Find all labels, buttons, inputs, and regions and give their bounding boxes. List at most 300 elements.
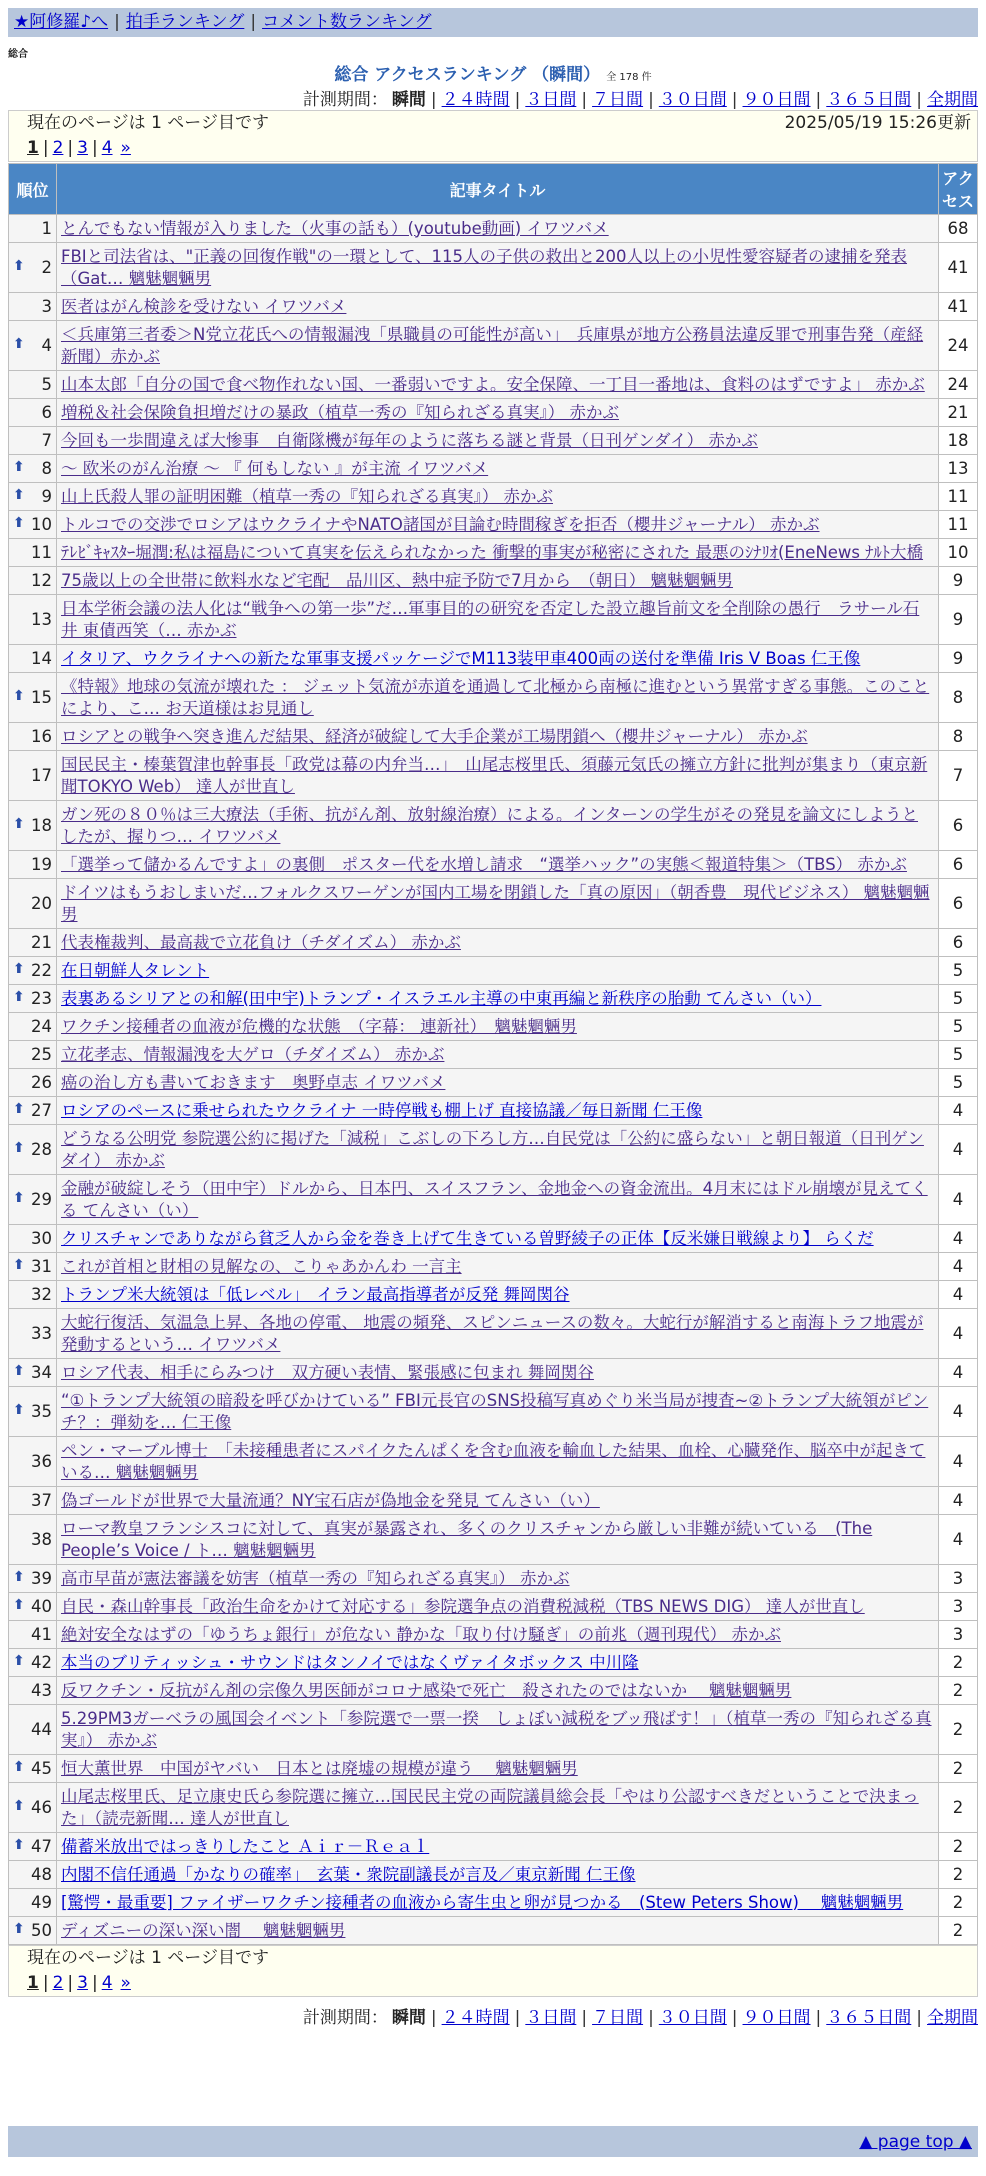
table-row <box>9 1783 978 1833</box>
rank-cell <box>9 567 57 595</box>
article-link[interactable]: FBIと司法省は、"正義の回復作戦"の一環として、115人の子供の救出と200人以上の小児性愛容疑者の逮捕を発表（Gat… 魑魅魍魎男 <box>61 246 908 288</box>
rank-up-arrow-icon: ⬆ <box>13 1140 25 1156</box>
rank-cell <box>9 321 57 371</box>
rank-cell <box>9 1677 57 1705</box>
rank-cell <box>9 673 57 723</box>
rank-cell <box>9 1253 57 1281</box>
rank-number: 30 <box>31 1229 52 1248</box>
rank-cell <box>9 427 57 455</box>
title-cell <box>57 1677 939 1705</box>
article-link[interactable]: 自民・森山幹事長「政治生命をかけて対応する」参院選争点の消費税減税（TBS NEWS DIG） 達人が世直し <box>61 1596 865 1616</box>
rank-number: 35 <box>31 1402 52 1421</box>
title-cell <box>57 801 939 851</box>
current-page-text: 現在のページは 1 ページ目です <box>27 113 269 133</box>
table-row <box>9 1359 978 1387</box>
article-link[interactable]: 山上氏殺人罪の証明困難（植草一秀の『知られざる真実』） 赤かぶ <box>61 486 553 506</box>
rank-number: 36 <box>31 1452 52 1471</box>
title-cell <box>57 1041 939 1069</box>
page-status-panel-top <box>8 110 978 162</box>
bottom-bar <box>8 2126 978 2157</box>
rank-number: 39 <box>31 1569 52 1588</box>
access-count: 5 <box>939 1013 978 1041</box>
title-cell <box>57 427 939 455</box>
rank-cell <box>9 1013 57 1041</box>
article-link[interactable]: ローマ教皇フランシスコに対して、真実が暴露され、多くのクリスチャンから厳しい非難が続いている (The People’s Voice / ト… 魑魅魍魎男 <box>61 1518 873 1560</box>
article-link[interactable]: 絶対安全なはずの「ゆうちょ銀行」が危ない 静かな「取り付け騒ぎ」の前兆（週刊現代） 赤かぶ <box>61 1624 781 1644</box>
article-link[interactable]: 75歳以上の全世帯に飲料水など宅配 品川区、熱中症予防で7月から （朝日） 魑魅魍魎男 <box>61 570 733 590</box>
rank-cell <box>9 1097 57 1125</box>
period-bottom-24h[interactable]: ２４時間 <box>441 2008 510 2028</box>
article-link[interactable]: 立花孝志、情報漏洩を大ゲロ（チダイズム） 赤かぶ <box>61 1044 445 1064</box>
top-nav-bar: ★阿修羅♪へ | 拍手ランキング | コメント数ランキング <box>8 8 978 37</box>
table-row <box>9 511 978 539</box>
access-count: 4 <box>939 1097 978 1125</box>
title-cell <box>57 1861 939 1889</box>
rank-number: 38 <box>31 1530 52 1549</box>
rank-number: 23 <box>31 989 52 1008</box>
rank-up-arrow-icon: ⬆ <box>13 1257 25 1273</box>
table-row <box>9 1565 978 1593</box>
rank-up-arrow-icon: ⬆ <box>13 515 25 531</box>
rank-up-arrow-icon: ⬆ <box>13 1190 25 1206</box>
title-cell <box>57 957 939 985</box>
article-link[interactable]: トランプ米大統領は「低レベル」 イラン最高指導者が反発 舞岡関谷 <box>61 1284 570 1304</box>
rank-number: 6 <box>41 403 52 422</box>
article-link[interactable]: ガン死の８０％は三大療法（手術、抗がん剤、放射線治療）による。インターンの学生がその発見を論文にしようとしたが、握りつ… イワツバメ <box>61 804 919 846</box>
table-row <box>9 1309 978 1359</box>
pager-bottom-page-3[interactable]: 3 <box>77 1973 88 1993</box>
table-row <box>9 321 978 371</box>
access-count: 6 <box>939 879 978 929</box>
rank-number: 50 <box>31 1921 52 1940</box>
article-link[interactable]: 大蛇行復活、気温急上昇、各地の停電、 地震の頻発、スピンニュースの数々。大蛇行が解消すると南海トラフ地震が発動するという… イワツバメ <box>61 1312 924 1354</box>
rank-number: 45 <box>31 1759 52 1778</box>
table-row <box>9 851 978 879</box>
access-count: 2 <box>939 1705 978 1755</box>
rank-number: 2 <box>41 258 52 277</box>
access-count: 6 <box>939 929 978 957</box>
period-365d[interactable]: ３６５日間 <box>826 90 912 110</box>
article-link[interactable]: 内閣不信任通過「かなりの確率」 玄葉・衆院副議長が言及／東京新聞 仁王像 <box>61 1864 636 1884</box>
table-row <box>9 1097 978 1125</box>
rank-up-arrow-icon: ⬆ <box>13 1101 25 1117</box>
article-link[interactable]: ﾃﾚﾋﾞｷｬｽﾀｰ堀潤:私は福島について真実を伝えられなかった 衝撃的事実が秘密にされた 最悪のｼﾅﾘｵ(EneNews ﾅﾙﾄ大橋 <box>61 542 924 562</box>
title-cell <box>57 751 939 801</box>
table-row <box>9 371 978 399</box>
rank-number: 43 <box>31 1681 52 1700</box>
table-row <box>9 427 978 455</box>
access-count: 18 <box>939 427 978 455</box>
rank-cell <box>9 1889 57 1917</box>
rank-number: 12 <box>31 571 52 590</box>
rank-number: 16 <box>31 727 52 746</box>
article-link[interactable]: ＜兵庫第三者委＞N党立花氏への情報漏洩「県職員の可能性が高い」 兵庫県が地方公務員法違反罪で刑事告発（産経新聞）赤かぶ <box>61 324 924 366</box>
period-bottom-30d[interactable]: ３０日間 <box>658 2008 727 2028</box>
pager-next[interactable]: » <box>120 138 131 158</box>
article-link[interactable]: どうなる公明党 参院選公約に掲げた「減税」こぶしの下ろし方…自民党は「公約に盛らない」と朝日報道（日刊ゲンダイ） 赤かぶ <box>61 1128 924 1170</box>
access-count: 6 <box>939 851 978 879</box>
access-count: 2 <box>939 1649 978 1677</box>
rank-up-arrow-icon: ⬆ <box>13 1837 25 1853</box>
access-count: 5 <box>939 1041 978 1069</box>
article-link[interactable]: 山本太郎「自分の国で食べ物作れない国、一番弱いですよ。安全保障、一丁目一番地は、食料のはずですよ」 赤かぶ <box>61 374 925 394</box>
rank-cell <box>9 1041 57 1069</box>
table-row <box>9 215 978 243</box>
access-count: 5 <box>939 985 978 1013</box>
pager-page-2[interactable]: 2 <box>52 138 64 158</box>
rank-cell <box>9 371 57 399</box>
title-cell <box>57 1917 939 1945</box>
article-link[interactable]: 山尾志桜里氏、足立康史氏ら参院選に擁立…国民民主党の両院議員総会長「やはり公認すべきだということで決まった」（読売新聞… 達人が世直し <box>61 1786 919 1828</box>
table-row <box>9 1833 978 1861</box>
title-cell <box>57 595 939 645</box>
article-link[interactable]: [驚愕・最重要] ファイザーワクチン接種者の血液から寄生虫と卵が見つかる (Stew Peters Show) 魑魅魍魎男 <box>61 1892 904 1912</box>
access-count: 41 <box>939 243 978 293</box>
access-count: 4 <box>939 1487 978 1515</box>
rank-cell <box>9 985 57 1013</box>
access-count: 2 <box>939 1755 978 1783</box>
rank-cell <box>9 1175 57 1225</box>
period-30d[interactable]: ３０日間 <box>658 90 727 110</box>
title-cell <box>57 1253 939 1281</box>
rank-up-arrow-icon: ⬆ <box>13 989 25 1005</box>
title-cell <box>57 1175 939 1225</box>
rank-number: 18 <box>31 816 52 835</box>
article-link[interactable]: 表裏あるシリアとの和解(田中宇)トランプ・イスラエル主導の中東再編と新秩序の胎動 てんさい（い） <box>61 988 822 1008</box>
rank-cell <box>9 483 57 511</box>
table-row <box>9 399 978 427</box>
article-link[interactable]: クリスチャンでありながら貧乏人から金を巻き上げて生きている曽野綾子の正体【反米嫌日戦線より】 らくだ <box>61 1228 874 1248</box>
rank-cell <box>9 1861 57 1889</box>
rank-number: 15 <box>31 688 52 707</box>
rank-number: 10 <box>31 515 52 534</box>
access-count: 13 <box>939 455 978 483</box>
table-row <box>9 879 978 929</box>
period-24h[interactable]: ２４時間 <box>441 90 510 110</box>
rank-cell <box>9 1225 57 1253</box>
title-cell <box>57 293 939 321</box>
article-link[interactable]: 代表権裁判、最高裁で立花負け（チダイズム） 赤かぶ <box>61 932 461 952</box>
period-selector-bottom: 計測期間： 瞬間 | ２４時間 | ３日間 | ７日間 | ３０日間 | ９０日間 | ３６５日間 | 全期間 <box>302 2008 978 2028</box>
period-bottom-365d[interactable]: ３６５日間 <box>826 2008 912 2028</box>
period-bottom-7d[interactable]: ７日間 <box>592 2008 644 2028</box>
rank-number: 25 <box>31 1045 52 1064</box>
table-row <box>9 539 978 567</box>
rank-number: 47 <box>31 1837 52 1856</box>
title-cell <box>57 1281 939 1309</box>
nav-link-clap-ranking[interactable]: 拍手ランキング <box>125 12 245 32</box>
period-bottom-90d[interactable]: ９０日間 <box>742 2008 811 2028</box>
rank-cell <box>9 1309 57 1359</box>
period-7d[interactable]: ７日間 <box>592 90 644 110</box>
access-count: 11 <box>939 483 978 511</box>
article-link[interactable]: 反ワクチン・反抗がん剤の宗像久男医師がコロナ感染で死亡 殺されたのではないか 魑魅魍魎男 <box>61 1680 792 1700</box>
period-3d[interactable]: ３日間 <box>525 90 577 110</box>
rank-number: 3 <box>41 297 52 316</box>
rank-number: 40 <box>31 1597 52 1616</box>
article-link[interactable]: 今回も一歩間違えば大惨事 自衛隊機が毎年のように落ちる謎と背景（日刊ゲンダイ） 赤かぶ <box>61 430 758 450</box>
title-cell <box>57 511 939 539</box>
access-count: 4 <box>939 1253 978 1281</box>
rank-number: 41 <box>31 1625 52 1644</box>
rank-number: 27 <box>31 1101 52 1120</box>
table-row <box>9 1861 978 1889</box>
access-count: 4 <box>939 1437 978 1487</box>
period-bottom-all[interactable]: 全期間 <box>927 2008 978 2028</box>
rank-cell <box>9 455 57 483</box>
article-link[interactable]: “①トランプ大統領の暗殺を呼びかけている” FBI元長官のSNS投稿写真めぐり米当局が捜査~②トランプ大統領がピンチ？：弾劾を… 仁王像 <box>61 1390 929 1432</box>
rank-cell <box>9 957 57 985</box>
table-row <box>9 1755 978 1783</box>
access-count: 4 <box>939 1309 978 1359</box>
ranking-table-body <box>9 215 978 1945</box>
nav-link-comment-ranking[interactable]: コメント数ランキング <box>262 12 432 32</box>
period-label-bottom: 計測期間： <box>302 2008 388 2028</box>
pager-bottom-next[interactable]: » <box>120 1973 131 1993</box>
article-link[interactable]: 在日朝鮮人タレント <box>61 960 210 980</box>
title-cell <box>57 673 939 723</box>
rank-cell <box>9 1069 57 1097</box>
rank-up-arrow-icon: ⬆ <box>13 961 25 977</box>
rank-cell <box>9 1437 57 1487</box>
article-link[interactable]: 国民民主・榛葉賀津也幹事長「政党は幕の内弁当…」 山尾志桜里氏、須藤元気氏の擁立方針に批判が集まり（東京新聞TOKYO Web） 達人が世直し <box>61 754 928 796</box>
article-link[interactable]: 癌の治し方も書いておきます 奥野卓志 イワツバメ <box>61 1072 446 1092</box>
rank-number: 24 <box>31 1017 52 1036</box>
title-cell <box>57 1755 939 1783</box>
title-cell <box>57 1013 939 1041</box>
pager-page-4[interactable]: 4 <box>101 138 113 158</box>
article-link[interactable]: 恒大薫世界 中国がヤバい 日本とは廃墟の規模が違う 魑魅魍魎男 <box>61 1758 578 1778</box>
rank-up-arrow-icon: ⬆ <box>13 1921 25 1937</box>
rank-up-arrow-icon: ⬆ <box>13 487 25 503</box>
title-cell <box>57 1487 939 1515</box>
rank-number: 42 <box>31 1653 52 1672</box>
rank-cell <box>9 1359 57 1387</box>
article-link[interactable]: ロシアとの戦争へ突き進んだ結果、経済が破綻して大手企業が工場閉鎖へ（櫻井ジャーナル） 赤かぶ <box>61 726 808 746</box>
rank-number: 37 <box>31 1491 52 1510</box>
rank-up-arrow-icon: ⬆ <box>13 688 25 704</box>
access-count: 3 <box>939 1565 978 1593</box>
article-link[interactable]: ロシア代表、相手にらみつけ 双方硬い表情、緊張感に包まれ 舞岡関谷 <box>61 1362 594 1382</box>
article-link[interactable]: 金融が破綻しそう（田中宇）ドルから、日本円、スイスフラン、金地金への資金流出。4月末にはドル崩壊が見えてくる てんさい（い） <box>61 1178 928 1220</box>
access-count: 11 <box>939 511 978 539</box>
rank-number: 1 <box>41 219 52 238</box>
rank-cell <box>9 801 57 851</box>
table-row <box>9 1281 978 1309</box>
table-row <box>9 595 978 645</box>
article-link[interactable]: イタリア、ウクライナへの新たな軍事支援パッケージでM113装甲車400両の送付を準備 Iris V Boas 仁王像 <box>61 648 861 668</box>
article-link[interactable]: ドイツはもうおしまいだ…フォルクスワーゲンが国内工場を閉鎖した「真の原因」（朝香豊 現代ビジネス） 魑魅魍魎男 <box>61 882 930 924</box>
rank-number: 8 <box>41 459 52 478</box>
rank-up-arrow-icon: ⬆ <box>13 1363 25 1379</box>
article-link[interactable]: 日本学術会議の法人化は“戦争への第一歩”だ…軍事目的の研究を否定した設立趣旨前文を全削除の愚行 ラサール石井 東債西笑（… 赤かぶ <box>61 598 920 640</box>
rank-cell <box>9 399 57 427</box>
access-count: 9 <box>939 645 978 673</box>
article-link[interactable]: 高市早苗が憲法審議を妨害（植草一秀の『知られざる真実』） 赤かぶ <box>61 1568 570 1588</box>
rank-number: 48 <box>31 1865 52 1884</box>
table-row <box>9 1705 978 1755</box>
access-count: 4 <box>939 1281 978 1309</box>
category-label: 総合 <box>8 49 28 60</box>
period-selector-top: 計測期間： 瞬間 | ２４時間 | ３日間 | ７日間 | ３０日間 | ９０日間 | ３６５日間 | 全期間 <box>302 90 978 110</box>
page-top-link[interactable]: ▲ page top ▲ <box>859 2132 972 2152</box>
rank-up-arrow-icon: ⬆ <box>13 1798 25 1814</box>
pager-bottom-page-2[interactable]: 2 <box>52 1973 64 1993</box>
rank-cell <box>9 1565 57 1593</box>
rank-cell <box>9 243 57 293</box>
rank-cell <box>9 1281 57 1309</box>
access-count: 68 <box>939 215 978 243</box>
rank-up-arrow-icon: ⬆ <box>13 1569 25 1585</box>
table-row <box>9 1593 978 1621</box>
article-link[interactable]: 医者はがん検診を受けない イワツバメ <box>61 296 347 316</box>
article-link[interactable]: とんでもない情報が入りました（火事の話も）(youtube動画) イワツバメ <box>61 218 609 238</box>
access-count: 8 <box>939 673 978 723</box>
access-count: 4 <box>939 1359 978 1387</box>
article-link[interactable]: ロシアのペースに乗せられたウクライナ 一時停戦も棚上げ 直接協議／毎日新聞 仁王像 <box>61 1100 703 1120</box>
rank-cell <box>9 929 57 957</box>
access-count: 4 <box>939 1225 978 1253</box>
header-title: 記事タイトル <box>57 164 939 215</box>
article-link[interactable]: 「選挙って儲かるんですよ」の裏側 ポスター代を水増し請求 “選挙ハック”の実態＜報道特集＞（TBS） 赤かぶ <box>61 854 907 874</box>
rank-cell <box>9 645 57 673</box>
rank-cell <box>9 1593 57 1621</box>
rank-cell <box>9 1833 57 1861</box>
article-link[interactable]: 備蓄米放出ではっきりしたこと Ａｉｒ－Ｒｅａｌ <box>61 1836 430 1856</box>
rank-number: 5 <box>41 375 52 394</box>
table-row <box>9 1387 978 1437</box>
table-row <box>9 1437 978 1487</box>
pager-page-3[interactable]: 3 <box>77 138 88 158</box>
title-cell <box>57 1833 939 1861</box>
article-link[interactable]: 本当のブリティッシュ・サウンドはタンノイではなくヴァイタボックス 中川隆 <box>61 1652 639 1672</box>
access-count: 4 <box>939 1515 978 1565</box>
access-count: 2 <box>939 1677 978 1705</box>
pager-bottom-page-4[interactable]: 4 <box>101 1973 113 1993</box>
access-count: 4 <box>939 1387 978 1437</box>
table-row <box>9 1013 978 1041</box>
table-row <box>9 1621 978 1649</box>
table-row <box>9 455 978 483</box>
title-cell <box>57 1069 939 1097</box>
period-90d[interactable]: ９０日間 <box>742 90 811 110</box>
article-link[interactable]: トルコでの交渉でロシアはウクライナやNATO諸国が目論む時間稼ぎを拒否（櫻井ジャーナル） 赤かぶ <box>61 514 820 534</box>
rank-number: 44 <box>31 1720 52 1739</box>
rank-cell <box>9 595 57 645</box>
rank-number: 46 <box>31 1798 52 1817</box>
access-count: 8 <box>939 723 978 751</box>
title-cell <box>57 851 939 879</box>
article-link[interactable]: ワクチン接種者の血液が危機的な状態 （字幕： 連新社） 魑魅魍魎男 <box>61 1016 577 1036</box>
title-cell <box>57 1387 939 1437</box>
rank-up-arrow-icon: ⬆ <box>13 1759 25 1775</box>
article-link[interactable]: これが首相と財相の見解なの、こりゃあかんわ 一言主 <box>61 1256 462 1276</box>
table-row <box>9 483 978 511</box>
title-cell <box>57 1783 939 1833</box>
title-cell <box>57 567 939 595</box>
current-page-text-bottom: 現在のページは 1 ページ目です <box>27 1948 269 1968</box>
rank-cell <box>9 1917 57 1945</box>
rank-cell <box>9 1125 57 1175</box>
title-cell <box>57 1515 939 1565</box>
title-cell <box>57 371 939 399</box>
access-count: 2 <box>939 1783 978 1833</box>
rank-cell <box>9 215 57 243</box>
period-label: 計測期間： <box>302 90 388 110</box>
article-link[interactable]: ペン・マーブル博士 「未接種患者にスパイクたんぱくを含む血液を輸血した結果、血栓、心臓発作、脳卒中が起きている… 魑魅魍魎男 <box>61 1440 926 1482</box>
pager-top: 1 | 2 | 3 | 4 » <box>27 138 131 158</box>
rank-cell <box>9 511 57 539</box>
rank-up-arrow-icon: ⬆ <box>13 1653 25 1669</box>
access-count: 9 <box>939 595 978 645</box>
title-cell <box>57 1621 939 1649</box>
rank-up-arrow-icon: ⬆ <box>13 258 25 274</box>
rank-cell <box>9 1515 57 1565</box>
rank-cell <box>9 1649 57 1677</box>
rank-cell <box>9 539 57 567</box>
rank-number: 7 <box>41 431 52 450</box>
rank-number: 33 <box>31 1324 52 1343</box>
table-header-row <box>9 164 978 215</box>
article-link[interactable]: 偽ゴールドが世界で大量流通？NY宝石店が偽地金を発見 てんさい（い） <box>61 1490 600 1510</box>
rank-number: 34 <box>31 1363 52 1382</box>
period-all[interactable]: 全期間 <box>927 90 978 110</box>
table-row <box>9 1041 978 1069</box>
table-row <box>9 957 978 985</box>
access-count: 7 <box>939 751 978 801</box>
period-bottom-3d[interactable]: ３日間 <box>525 2008 577 2028</box>
article-link[interactable]: 《特報》地球の気流が壊れた ： ジェット気流が赤道を通過して北極から南極に進むという異常すぎる事態。このことにより、こ… お天道様はお見通し <box>61 676 930 718</box>
page-title-text: 総合 アクセスランキング （瞬間） <box>334 65 601 85</box>
title-cell <box>57 645 939 673</box>
access-count: 6 <box>939 801 978 851</box>
access-count: 2 <box>939 1917 978 1945</box>
rank-cell <box>9 1387 57 1437</box>
access-count: 24 <box>939 321 978 371</box>
pager-bottom-page-1[interactable]: 1 <box>27 1973 39 1993</box>
title-cell <box>57 1125 939 1175</box>
nav-link-asyura[interactable]: ★阿修羅♪へ <box>14 12 109 32</box>
header-rank: 順位 <box>9 164 57 215</box>
table-row <box>9 293 978 321</box>
rank-number: 29 <box>31 1190 52 1209</box>
article-link[interactable]: 増税＆社会保険負担増だけの暴政（植草一秀の『知られざる真実』） 赤かぶ <box>61 402 619 422</box>
rank-number: 14 <box>31 649 52 668</box>
rank-cell <box>9 1487 57 1515</box>
article-link[interactable]: ディズニーの深い深い闇 魑魅魍魎男 <box>61 1920 346 1940</box>
title-cell <box>57 1565 939 1593</box>
table-row <box>9 1253 978 1281</box>
rank-number: 26 <box>31 1073 52 1092</box>
article-link[interactable]: ～ 欧米のがん治療 ～ 『 何もしない 』が主流 イワツバメ <box>61 458 489 478</box>
total-count: 全 178 件 <box>606 72 652 83</box>
title-cell <box>57 1705 939 1755</box>
table-row <box>9 1069 978 1097</box>
rank-cell <box>9 879 57 929</box>
pager-page-1[interactable]: 1 <box>27 138 39 158</box>
rank-up-arrow-icon: ⬆ <box>13 1402 25 1418</box>
rank-number: 9 <box>41 487 52 506</box>
rank-number: 31 <box>31 1257 52 1276</box>
rank-cell <box>9 751 57 801</box>
title-cell <box>57 399 939 427</box>
article-link[interactable]: 5.29PM3ガーベラの風国会イベント「参院選で一票一揆 しょぼい減税をブッ飛ばす！」（植草一秀の『知られざる真実』） 赤かぶ <box>61 1708 932 1750</box>
title-cell <box>57 723 939 751</box>
title-cell <box>57 1437 939 1487</box>
updated-timestamp: 2025/05/19 15:26更新 <box>784 113 971 133</box>
rank-up-arrow-icon: ⬆ <box>13 816 25 832</box>
page-status-panel-bottom <box>8 1945 978 1997</box>
